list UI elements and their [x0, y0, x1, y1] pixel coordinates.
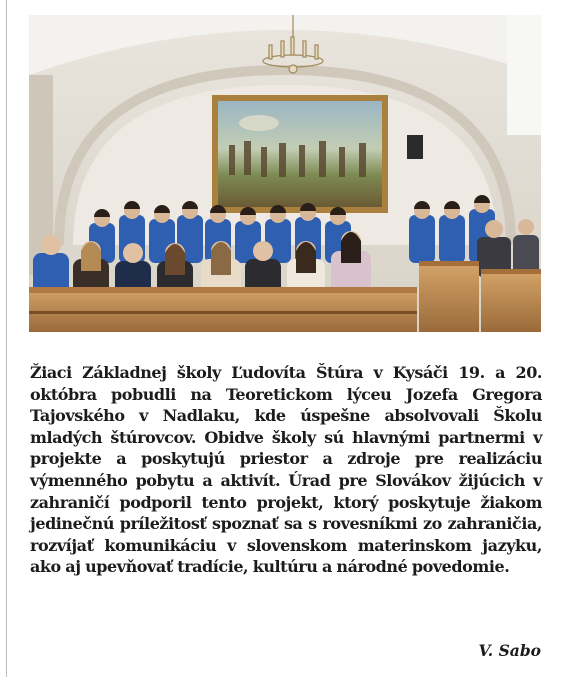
photo-caption: Žiaci Základnej školy Ľudovíta Štúra v Kysáči 19. a 20. októbra pobudli na Teoretickom lýceu Jozefa Gregora Tajovského v Nadlaku, kde úspešne absolvovali Školu mladých štúrovcov. Obidve školy sú hlavnými partnermi v projekte a poskytujú priestor a zdroje pre realizáciu výmenného pobytu a aktivít. Úrad pre Slovákov žijúcich v zahraničí podporil tento projekt, ktorý poskytuje žiakom jedinečnú príležitosť spoznať sa s rovesníkmi zo zahraničia, rozvíjať komunikáciu v slovenskom materinskom jazyku, ako aj upevňovať tradície, kultúru a národné povedomie. — [30, 363, 542, 577]
author-byline: V. Sabo — [478, 641, 541, 660]
photo-illustration — [29, 15, 541, 332]
group-photo — [29, 15, 541, 332]
page-border — [6, 0, 7, 677]
